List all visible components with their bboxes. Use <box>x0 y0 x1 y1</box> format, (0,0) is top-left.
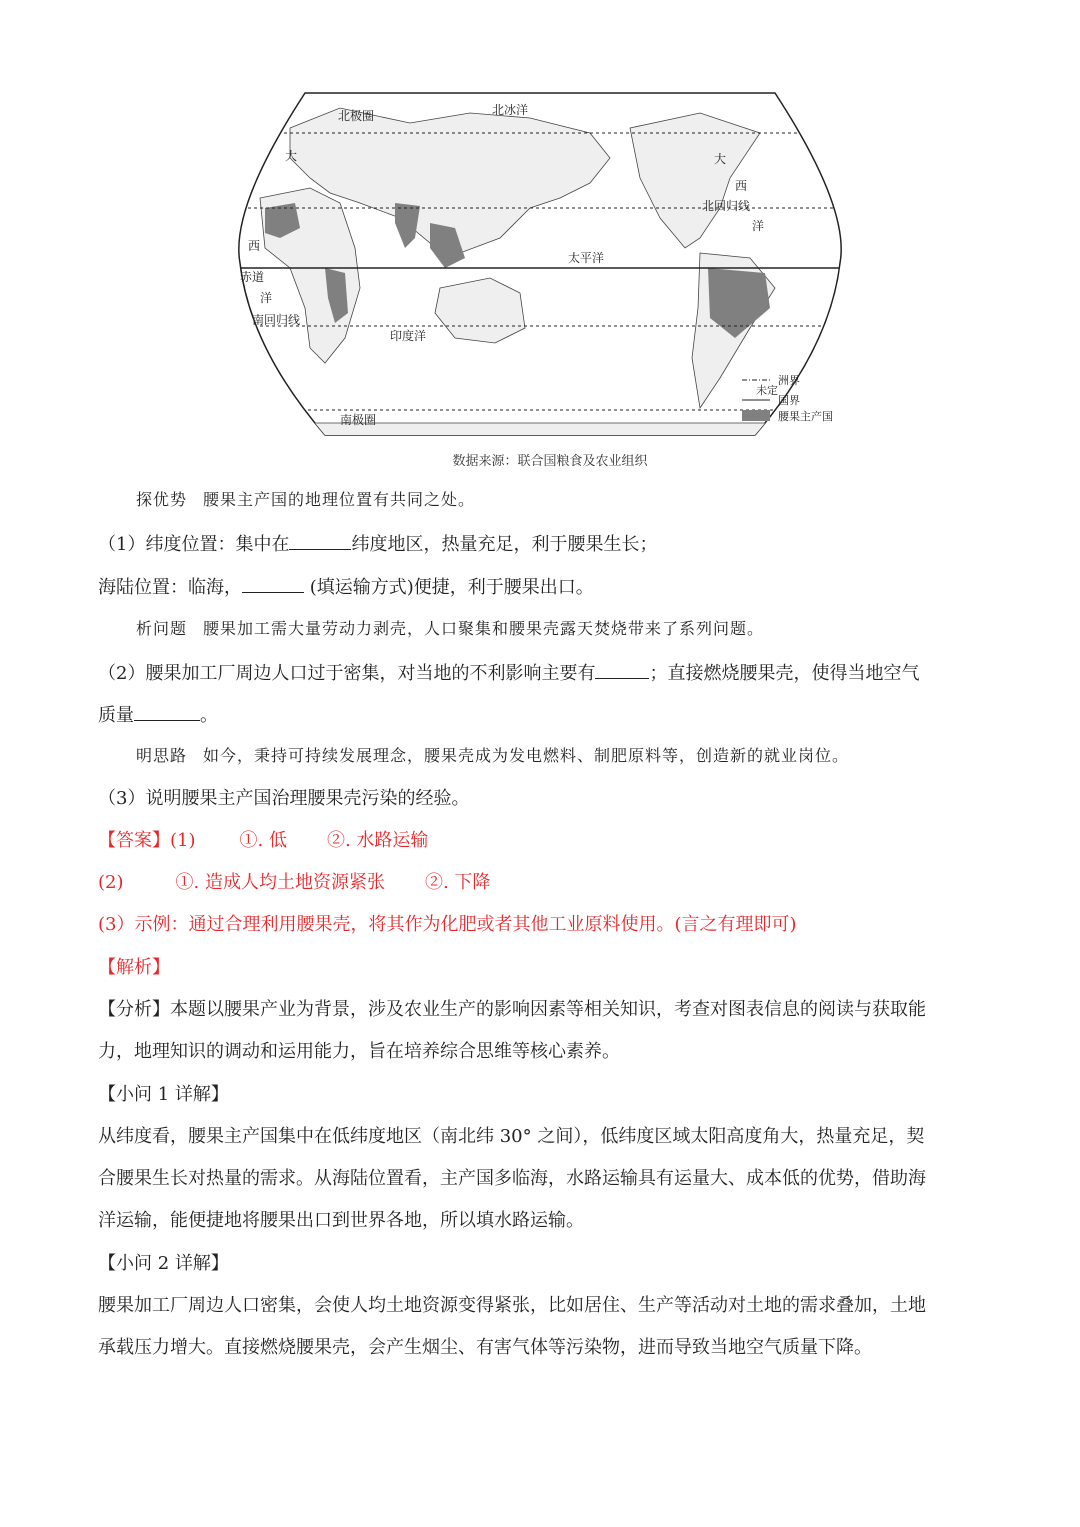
antarctica-landmass <box>230 423 850 440</box>
q2-blank-1[interactable] <box>595 660 649 679</box>
q2-line1 <box>98 660 988 686</box>
label-atl-right-1: 大 <box>714 152 727 166</box>
q1-line2 <box>98 574 988 600</box>
detail2-title: 【小问 2 详解】 <box>98 1253 229 1274</box>
q1-text-c: 海陆位置：临海， <box>98 577 242 598</box>
clarify-tag: 明思路 <box>136 746 188 765</box>
answer-label-2: (2) <box>98 872 124 893</box>
label-arctic-ocean: 北冰洋 <box>492 103 529 117</box>
label-atlantic-2: 西 <box>248 239 261 253</box>
q3-line: （3）说明腰果主产国治理腰果壳污染的经验。 <box>98 788 470 809</box>
world-map-figure <box>230 88 850 440</box>
label-indian-ocean: 印度洋 <box>390 329 427 343</box>
answer-2-2: ②. 下降 <box>424 872 491 893</box>
answer-line3: (3）示例：通过合理利用腰果壳，将其作为化肥或者其他工业原料使用。(言之有理即可) <box>98 914 797 935</box>
answer-line2 <box>98 871 988 895</box>
label-north-polar: 北极圈 <box>338 109 375 123</box>
answer-label: 【答案】(1) <box>98 830 196 851</box>
q2-text-a: （2）腰果加工厂周边人口过于密集，对当地的不利影响主要有 <box>98 663 596 684</box>
detail2-line2: 承载压力增大。直接燃烧腰果壳，会产生烟尘、有害气体等污染物，进而导致当地空气质量下降。 <box>98 1337 872 1358</box>
answer-1-2: ②. 水路运输 <box>326 830 429 851</box>
answer-2-1: ①. 造成人均土地资源紧张 <box>175 872 385 893</box>
map-caption: 数据来源：联合国粮食及农业组织 <box>452 454 648 469</box>
q2-blank-2[interactable] <box>134 702 200 721</box>
legend-continent-boundary: 洲界 <box>778 374 800 387</box>
label-atlantic-1: 大 <box>285 149 298 163</box>
q1-text-a: （1）纬度位置：集中在 <box>98 534 290 555</box>
label-atl-right-3: 洋 <box>752 219 765 233</box>
q1-line1 <box>98 531 988 557</box>
legend-main-producer: 腰果主产国 <box>778 410 833 423</box>
q1-text-d: (填运输方式)便捷，利于腰果出口。 <box>304 577 594 598</box>
q2-text-b: ；直接燃烧腰果壳，使得当地空气 <box>649 663 920 684</box>
legend-undetermined: 未定 <box>756 384 778 397</box>
fenxi-line1: 【分析】本题以腰果产业为背景，涉及农业生产的影响因素等相关知识，考查对图表信息的阅读与获取能 <box>98 999 926 1020</box>
q2-line2 <box>98 702 988 728</box>
clarify-paragraph <box>136 744 1026 768</box>
analysis-label: 【解析】 <box>98 957 170 978</box>
answer-1-1: ①. 低 <box>239 830 287 851</box>
explore-text: 腰果主产国的地理位置有共同之处。 <box>203 490 476 509</box>
detail1-line3: 洋运输，能便捷地将腰果出口到世界各地，所以填水路运输。 <box>98 1210 584 1231</box>
explore-tag: 探优势 <box>136 490 188 509</box>
explore-paragraph <box>136 488 1026 512</box>
detail2-line1: 腰果加工厂周边人口密集，会使人均土地资源变得紧张，比如居住、生产等活动对土地的需求叠加，土地 <box>98 1295 926 1316</box>
clarify-text: 如今，秉持可持续发展理念，腰果壳成为发电燃料、制肥原料等，创造新的就业岗位。 <box>203 746 850 765</box>
q2-text-d: 。 <box>200 705 218 726</box>
label-atl-right-2: 西 <box>735 179 748 193</box>
label-ocean-left: 洋 <box>260 291 273 305</box>
detail1-title: 【小问 1 详解】 <box>98 1084 229 1105</box>
q2-text-c: 质量 <box>98 705 134 726</box>
q1-blank-2[interactable] <box>242 574 304 593</box>
analyze-text: 腰果加工需大量劳动力剥壳，人口聚集和腰果壳露天焚烧带来了系列问题。 <box>203 619 765 638</box>
label-pacific: 太平洋 <box>568 251 605 265</box>
world-map <box>230 88 850 440</box>
detail1-line1: 从纬度看，腰果主产国集中在低纬度地区（南北纬 30° 之间），低纬度区域太阳高度角大，热量充足，契 <box>98 1126 925 1147</box>
analyze-paragraph <box>136 617 1026 641</box>
q1-blank-1[interactable] <box>289 531 351 550</box>
q1-text-b: 纬度地区，热量充足，利于腰果生长； <box>351 534 658 555</box>
label-equator: 赤道 <box>240 270 265 284</box>
detail1-line2: 合腰果生长对热量的需求。从海陆位置看，主产国多临海，水路运输具有运量大、成本低的优势，借助海 <box>98 1168 926 1189</box>
legend-national-boundary: 国界 <box>778 394 800 407</box>
answer-line1 <box>98 829 988 853</box>
fenxi-line2: 力，地理知识的调动和运用能力，旨在培养综合思维等核心素养。 <box>98 1041 620 1062</box>
label-tropic-n: 北回归线 <box>702 199 751 213</box>
label-south-polar: 南极圈 <box>340 413 377 427</box>
analyze-tag: 析问题 <box>136 619 188 638</box>
label-tropic-s: 南回归线 <box>252 313 301 327</box>
